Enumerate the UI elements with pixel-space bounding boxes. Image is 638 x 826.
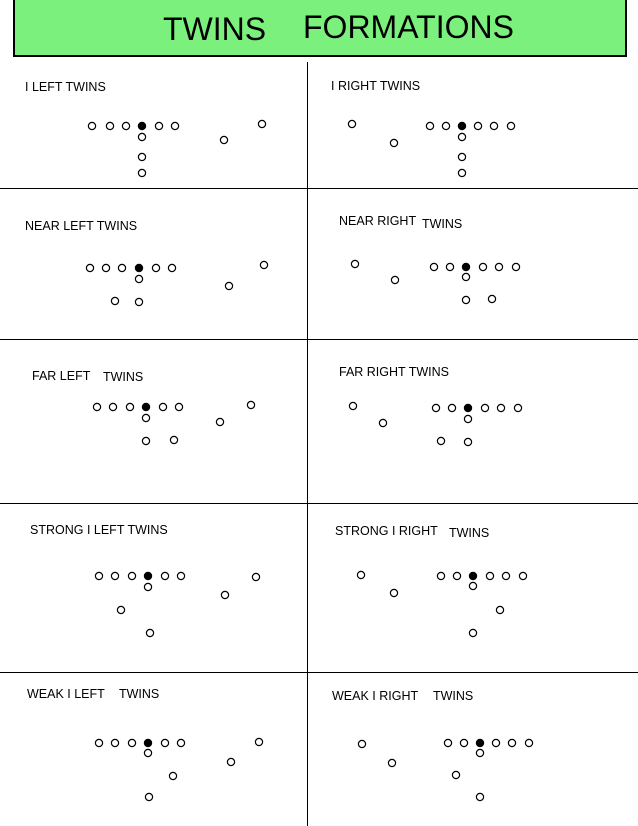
weak-i-right-twins-receiver-marker-2: [388, 759, 395, 766]
near-right-twins-lineman-marker-2: [446, 263, 453, 270]
i-left-twins-back-marker-3: [138, 169, 145, 176]
label-far-left-twins: TWINS: [103, 370, 144, 384]
far-left-twins-lineman-marker-2: [109, 403, 116, 410]
far-right-twins-lineman-marker-4: [497, 404, 504, 411]
weak-i-left-twins-lineman-marker-3: [128, 739, 135, 746]
near-right-twins-back-marker-2: [462, 296, 469, 303]
weak-i-right-twins-back-marker-3: [476, 793, 483, 800]
weak-i-right-twins-lineman-marker-4: [508, 739, 515, 746]
weak-i-left-twins-receiver-marker-1: [255, 738, 262, 745]
near-left-twins-back-marker-3: [135, 298, 142, 305]
weak-i-right-twins-lineman-marker-1: [444, 739, 451, 746]
strong-i-right-twins-lineman-marker-3: [486, 572, 493, 579]
far-left-twins-lineman-marker-4: [159, 403, 166, 410]
weak-i-right-twins-center-marker: [476, 739, 483, 746]
strong-i-left-twins-receiver-marker-2: [221, 591, 228, 598]
i-left-twins-lineman-marker-5: [171, 122, 178, 129]
near-right-twins-center-marker: [462, 263, 469, 270]
near-left-twins-lineman-marker-3: [118, 264, 125, 271]
strong-i-left-twins-lineman-marker-5: [177, 572, 184, 579]
i-left-twins-receiver-marker-1: [258, 120, 265, 127]
near-right-twins-lineman-marker-4: [495, 263, 502, 270]
strong-i-left-twins-lineman-marker-4: [161, 572, 168, 579]
strong-i-left-twins-lineman-marker-1: [95, 572, 102, 579]
near-left-twins-lineman-marker-2: [102, 264, 109, 271]
strong-i-right-twins-back-marker-2: [496, 606, 503, 613]
i-right-twins-lineman-marker-2: [442, 122, 449, 129]
i-right-twins-back-marker-3: [458, 169, 465, 176]
near-left-twins-lineman-marker-5: [168, 264, 175, 271]
weak-i-right-twins-lineman-marker-2: [460, 739, 467, 746]
weak-i-left-twins-center-marker: [144, 739, 151, 746]
weak-i-right-twins-back-marker-1: [476, 749, 483, 756]
i-left-twins-back-marker-2: [138, 153, 145, 160]
i-right-twins-receiver-marker-2: [390, 139, 397, 146]
weak-i-left-twins-lineman-marker-1: [95, 739, 102, 746]
far-left-twins-back-marker-1: [142, 414, 149, 421]
i-right-twins-lineman-marker-4: [490, 122, 497, 129]
far-left-twins-back-marker-3: [170, 436, 177, 443]
near-right-twins-lineman-marker-3: [479, 263, 486, 270]
label-weak-i-right-twins: TWINS: [433, 689, 474, 703]
i-left-twins-lineman-marker-4: [155, 122, 162, 129]
strong-i-left-twins-back-marker-2: [117, 606, 124, 613]
near-left-twins-back-marker-2: [111, 297, 118, 304]
far-right-twins-back-marker-1: [464, 415, 471, 422]
far-left-twins-lineman-marker-5: [175, 403, 182, 410]
strong-i-right-twins-lineman-marker-2: [453, 572, 460, 579]
far-right-twins-receiver-marker-1: [349, 402, 356, 409]
far-left-twins-lineman-marker-1: [93, 403, 100, 410]
near-left-twins-lineman-marker-4: [152, 264, 159, 271]
weak-i-left-twins-lineman-marker-2: [111, 739, 118, 746]
strong-i-left-twins-center-marker: [144, 572, 151, 579]
strong-i-right-twins-receiver-marker-2: [390, 589, 397, 596]
far-left-twins-receiver-marker-1: [247, 401, 254, 408]
far-right-twins-lineman-marker-2: [448, 404, 455, 411]
i-right-twins-lineman-marker-5: [507, 122, 514, 129]
far-right-twins-back-marker-2: [437, 437, 444, 444]
i-left-twins-receiver-marker-2: [220, 136, 227, 143]
near-left-twins-back-marker-1: [135, 275, 142, 282]
i-left-twins-lineman-marker-2: [106, 122, 113, 129]
label-weak-i-left: WEAK I LEFT: [27, 687, 105, 701]
weak-i-right-twins-lineman-marker-3: [492, 739, 499, 746]
label-near-right-twins: TWINS: [422, 217, 463, 231]
label-near-right: NEAR RIGHT: [339, 214, 417, 228]
strong-i-right-twins-lineman-marker-4: [502, 572, 509, 579]
label-far-left: FAR LEFT: [32, 369, 91, 383]
near-right-twins-back-marker-3: [488, 295, 495, 302]
weak-i-left-twins-back-marker-1: [144, 749, 151, 756]
label-i-right-twins: I RIGHT TWINS: [331, 79, 421, 93]
near-left-twins-lineman-marker-1: [86, 264, 93, 271]
near-left-twins-receiver-marker-2: [225, 282, 232, 289]
strong-i-right-twins-center-marker: [469, 572, 476, 579]
i-right-twins-back-marker-2: [458, 153, 465, 160]
strong-i-right-twins-receiver-marker-1: [357, 571, 364, 578]
near-right-twins-lineman-marker-5: [512, 263, 519, 270]
far-left-twins-back-marker-2: [142, 437, 149, 444]
label-weak-i-left-twins: TWINS: [119, 687, 160, 701]
far-left-twins-center-marker: [142, 403, 149, 410]
strong-i-right-twins-back-marker-3: [469, 629, 476, 636]
i-left-twins-back-marker-1: [138, 133, 145, 140]
weak-i-left-twins-receiver-marker-2: [227, 758, 234, 765]
i-right-twins-lineman-marker-3: [474, 122, 481, 129]
far-left-twins-receiver-marker-2: [216, 418, 223, 425]
far-right-twins-lineman-marker-5: [514, 404, 521, 411]
label-i-left-twins: I LEFT TWINS: [25, 80, 106, 94]
strong-i-left-twins-receiver-marker-1: [252, 573, 259, 580]
i-right-twins-center-marker: [458, 122, 465, 129]
weak-i-left-twins-lineman-marker-5: [177, 739, 184, 746]
far-right-twins-receiver-marker-2: [379, 419, 386, 426]
weak-i-right-twins-lineman-marker-5: [525, 739, 532, 746]
strong-i-left-twins-back-marker-3: [146, 629, 153, 636]
title-word-formations: FORMATIONS: [303, 9, 514, 45]
i-right-twins-lineman-marker-1: [426, 122, 433, 129]
near-right-twins-receiver-marker-2: [391, 276, 398, 283]
i-left-twins-lineman-marker-3: [122, 122, 129, 129]
label-near-left-twins: NEAR LEFT TWINS: [25, 219, 138, 233]
far-right-twins-back-marker-3: [464, 438, 471, 445]
label-far-right-twins: FAR RIGHT TWINS: [339, 365, 449, 379]
label-weak-i-right: WEAK I RIGHT: [332, 689, 419, 703]
near-right-twins-lineman-marker-1: [430, 263, 437, 270]
weak-i-left-twins-back-marker-3: [145, 793, 152, 800]
strong-i-right-twins-back-marker-1: [469, 582, 476, 589]
label-strong-i-right-twins: TWINS: [449, 526, 490, 540]
i-right-twins-back-marker-1: [458, 133, 465, 140]
weak-i-right-twins-receiver-marker-1: [358, 740, 365, 747]
weak-i-right-twins-back-marker-2: [452, 771, 459, 778]
strong-i-right-twins-lineman-marker-1: [437, 572, 444, 579]
label-strong-i-right: STRONG I RIGHT: [335, 524, 438, 538]
far-right-twins-lineman-marker-1: [432, 404, 439, 411]
i-left-twins-lineman-marker-1: [88, 122, 95, 129]
near-right-twins-receiver-marker-1: [351, 260, 358, 267]
title-word-twins: TWINS: [163, 11, 267, 47]
i-left-twins-center-marker: [138, 122, 145, 129]
strong-i-left-twins-lineman-marker-3: [128, 572, 135, 579]
near-left-twins-center-marker: [135, 264, 142, 271]
strong-i-right-twins-lineman-marker-5: [519, 572, 526, 579]
near-left-twins-receiver-marker-1: [260, 261, 267, 268]
weak-i-left-twins-back-marker-2: [169, 772, 176, 779]
i-right-twins-receiver-marker-1: [348, 120, 355, 127]
weak-i-left-twins-lineman-marker-4: [161, 739, 168, 746]
strong-i-left-twins-back-marker-1: [144, 583, 151, 590]
label-strong-i-left-twins: STRONG I LEFT TWINS: [30, 523, 168, 537]
strong-i-left-twins-lineman-marker-2: [111, 572, 118, 579]
far-right-twins-center-marker: [464, 404, 471, 411]
near-right-twins-back-marker-1: [462, 273, 469, 280]
far-left-twins-lineman-marker-3: [126, 403, 133, 410]
far-right-twins-lineman-marker-3: [481, 404, 488, 411]
